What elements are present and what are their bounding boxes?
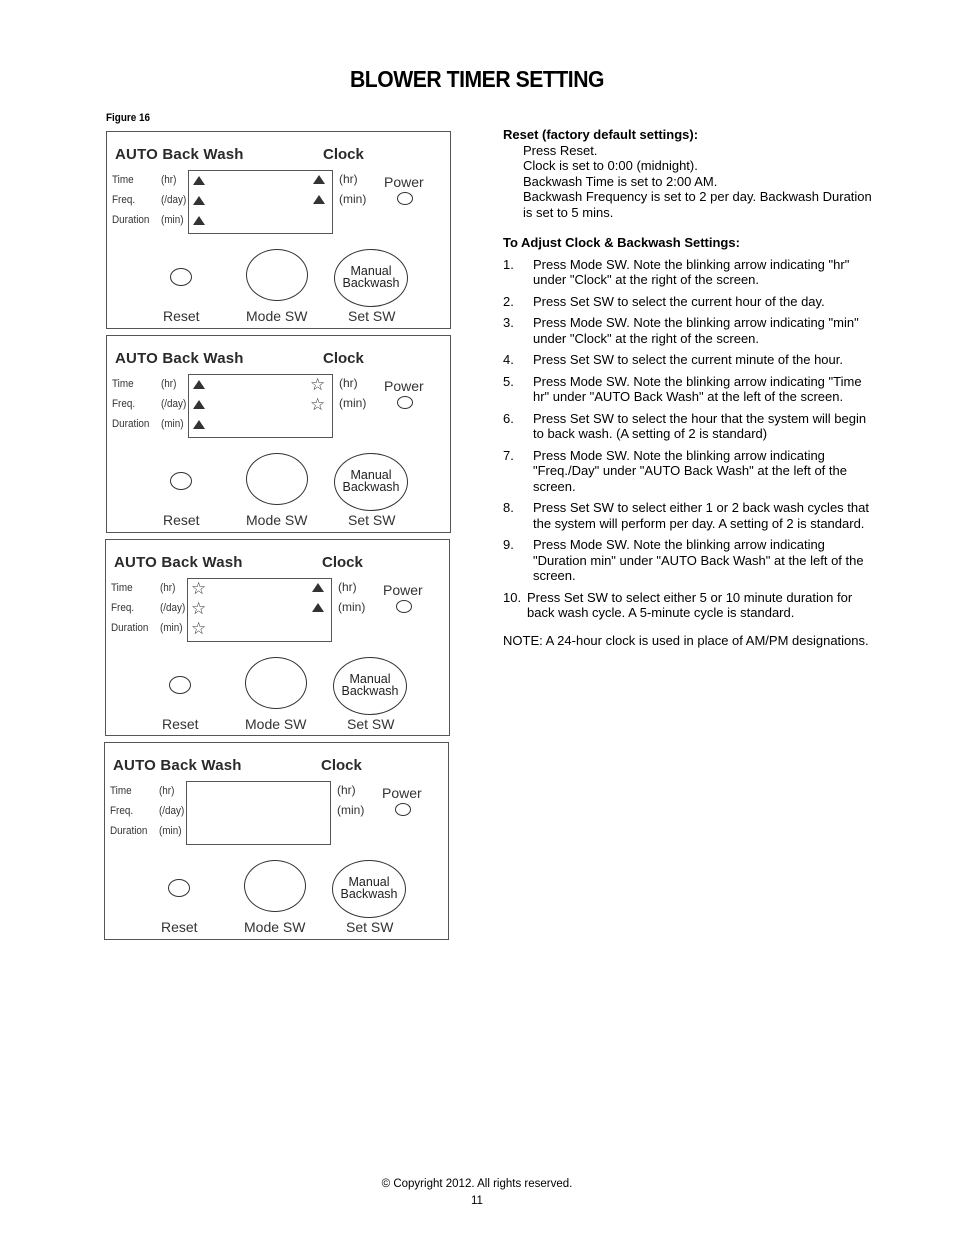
- blink-arrow-icon: [312, 583, 324, 592]
- blink-arrow-icon: [193, 196, 205, 205]
- blink-arrow-icon: [193, 380, 205, 389]
- set-sw-label: Set SW: [346, 919, 394, 935]
- step-number: 2.: [503, 293, 514, 309]
- power-label: Power: [384, 378, 424, 394]
- blink-arrow-icon: [313, 175, 325, 184]
- step-item: [503, 352, 878, 368]
- power-led-icon: [397, 192, 413, 205]
- reset-button[interactable]: [169, 676, 191, 694]
- control-panel-diagram: [104, 742, 449, 940]
- per_day-unit-label: (/day): [161, 194, 187, 206]
- clock-hr-label: (hr): [338, 580, 357, 594]
- step-number: 4.: [503, 352, 514, 367]
- manual-label: Manual: [350, 264, 392, 278]
- mode-sw-label: Mode SW: [246, 512, 308, 528]
- step-number: 6.: [503, 410, 514, 426]
- manual-backwash-button[interactable]: [334, 453, 408, 511]
- steps-list: [503, 257, 878, 621]
- reset-heading: Reset (factory default settings):: [503, 127, 699, 142]
- time-row-label: Time: [112, 378, 134, 390]
- set-sw-label: Set SW: [348, 308, 396, 324]
- time-row-label: Time: [111, 582, 133, 594]
- mode-sw-button[interactable]: [246, 453, 308, 505]
- per_day-unit-label: (/day): [161, 398, 187, 410]
- power-label: Power: [383, 582, 423, 598]
- manual-backwash-button[interactable]: [333, 657, 407, 715]
- step-text: Press Mode SW. Note the blinking arrow indicating "Freq./Day" under "AUTO Back Wash" at the left of the screen.: [533, 447, 847, 494]
- step-item: [503, 537, 878, 584]
- manual-label: Manual: [348, 875, 390, 889]
- hr-unit-label: (hr): [160, 582, 176, 594]
- blink-arrow-icon: [193, 216, 205, 225]
- reset-label: Reset: [161, 919, 198, 935]
- mode-sw-label: Mode SW: [245, 716, 307, 732]
- set-sw-label: Set SW: [347, 716, 395, 732]
- blink-arrow-icon: [313, 195, 325, 204]
- step-text: Press Mode SW. Note the blinking arrow indicating "hr" under "Clock" at the right of the screen.: [533, 256, 850, 287]
- page-number: 11: [471, 1195, 483, 1207]
- hr-unit-label: (hr): [159, 785, 175, 797]
- step-text: Press Mode SW. Note the blinking arrow indicating "min" under "Clock" at the right of the screen.: [533, 315, 859, 346]
- freq-row-label: Freq.: [112, 194, 136, 206]
- control-panel-diagram: [106, 131, 451, 329]
- duration-row-label: Duration: [112, 214, 150, 226]
- blink-star-icon: ☆: [310, 375, 326, 394]
- hr-unit-label: (hr): [161, 174, 177, 186]
- reset-line: Press Reset.: [523, 142, 598, 158]
- note: NOTE: A 24-hour clock is used in place of AM/PM designations.: [503, 632, 869, 648]
- step-number: 3.: [503, 315, 514, 330]
- step-item: [503, 448, 878, 495]
- step-item: [503, 500, 878, 531]
- blink-star-icon: ☆: [191, 619, 207, 638]
- blink-arrow-icon: [193, 176, 205, 185]
- power-led-icon: [396, 600, 412, 613]
- clock-min-label: (min): [339, 396, 367, 410]
- manual-label: Manual: [350, 468, 392, 482]
- auto-back-wash-label: AUTO Back Wash: [115, 146, 244, 163]
- backwash-label: Backwash: [341, 684, 399, 698]
- clock-label: Clock: [323, 146, 364, 163]
- reset-label: Reset: [163, 308, 200, 324]
- duration-row-label: Duration: [111, 622, 149, 634]
- hr-unit-label: (hr): [161, 378, 177, 390]
- duration-row-label: Duration: [110, 825, 148, 837]
- blink-star-icon: ☆: [191, 579, 207, 598]
- clock-min-label: (min): [337, 803, 365, 817]
- reset-button[interactable]: [170, 472, 192, 490]
- reset-label: Reset: [163, 512, 200, 528]
- min-unit-label: (min): [159, 825, 182, 837]
- power-led-icon: [395, 803, 411, 816]
- clock-label: Clock: [323, 350, 364, 367]
- blink-star-icon: ☆: [310, 395, 326, 414]
- reset-button[interactable]: [170, 268, 192, 286]
- step-item: [503, 257, 878, 288]
- reset-button[interactable]: [168, 879, 190, 897]
- time-row-label: Time: [112, 174, 134, 186]
- clock-hr-label: (hr): [339, 172, 358, 186]
- step-item: [503, 374, 878, 405]
- step-item: [503, 411, 878, 442]
- duration-row-label: Duration: [112, 418, 150, 430]
- mode-sw-button[interactable]: [245, 657, 307, 709]
- power-label: Power: [384, 174, 424, 190]
- clock-label: Clock: [322, 554, 363, 571]
- auto-back-wash-label: AUTO Back Wash: [115, 350, 244, 367]
- clock-min-label: (min): [339, 192, 367, 206]
- set-sw-label: Set SW: [348, 512, 396, 528]
- mode-sw-button[interactable]: [246, 249, 308, 301]
- blink-arrow-icon: [193, 420, 205, 429]
- step-item: [503, 315, 878, 346]
- reset-line: Clock is set to 0:00 (midnight).: [523, 158, 698, 173]
- blink-arrow-icon: [193, 400, 205, 409]
- step-number: 9.: [503, 537, 514, 552]
- reset-line: Backwash Time is set to 2:00 AM.: [523, 173, 718, 189]
- step-number: 7.: [503, 447, 514, 463]
- step-text: Press Set SW to select the current minute of the hour.: [533, 352, 843, 367]
- control-panel-diagram: [106, 335, 451, 533]
- blink-star-icon: ☆: [191, 599, 207, 618]
- blink-arrow-icon: [312, 603, 324, 612]
- min-unit-label: (min): [160, 622, 183, 634]
- manual-backwash-button[interactable]: [334, 249, 408, 307]
- auto-back-wash-label: AUTO Back Wash: [114, 554, 243, 571]
- mode-sw-label: Mode SW: [246, 308, 308, 324]
- mode-sw-button[interactable]: [244, 860, 306, 912]
- min-unit-label: (min): [161, 418, 184, 430]
- step-text: Press Set SW to select the hour that the system will begin to back wash. (A setting of 2 is standard): [533, 410, 867, 441]
- step-number: 8.: [503, 500, 514, 515]
- manual-backwash-button[interactable]: [332, 860, 406, 918]
- step-text: Press Set SW to select either 5 or 10 minute duration for back wash cycle. A 5-minute cycle is standard.: [527, 589, 853, 620]
- auto-back-wash-label: AUTO Back Wash: [113, 757, 242, 774]
- manual-label: Manual: [349, 672, 391, 686]
- copyright-footer: © Copyright 2012. All rights reserved.: [381, 1178, 573, 1190]
- display-screen: [187, 578, 332, 642]
- step-number: 1.: [503, 256, 514, 272]
- page-title: BLOWER TIMER SETTING: [349, 66, 605, 92]
- step-item: [503, 590, 878, 621]
- control-panel-diagram: [105, 539, 450, 736]
- instructions: [503, 127, 878, 648]
- reset-line: Backwash Frequency is set to 2 per day. Backwash Duration is set to 5 mins.: [523, 189, 872, 220]
- adjust-heading: To Adjust Clock & Backwash Settings:: [503, 235, 740, 250]
- freq-row-label: Freq.: [110, 805, 134, 817]
- per_day-unit-label: (/day): [160, 602, 186, 614]
- step-number: 5.: [503, 373, 514, 389]
- power-label: Power: [382, 785, 422, 801]
- backwash-label: Backwash: [340, 887, 398, 901]
- power-led-icon: [397, 396, 413, 409]
- step-item: [503, 294, 878, 310]
- clock-hr-label: (hr): [339, 376, 358, 390]
- step-number: 10.: [503, 589, 522, 605]
- backwash-label: Backwash: [342, 480, 400, 494]
- display-screen: [188, 170, 333, 234]
- step-text: Press Set SW to select either 1 or 2 back wash cycles that the system will perform per day. A setting of 2 is standard.: [533, 500, 869, 531]
- display-screen: [186, 781, 331, 845]
- reset-label: Reset: [162, 716, 199, 732]
- freq-row-label: Freq.: [111, 602, 135, 614]
- backwash-label: Backwash: [342, 276, 400, 290]
- clock-hr-label: (hr): [337, 783, 356, 797]
- step-text: Press Mode SW. Note the blinking arrow indicating "Duration min" under "AUTO Back Wash" at the left of the screen.: [533, 537, 864, 583]
- step-text: Press Mode SW. Note the blinking arrow indicating "Time hr" under "AUTO Back Wash" at the left of the screen.: [533, 373, 862, 404]
- min-unit-label: (min): [161, 214, 184, 226]
- figure-label: Figure 16: [106, 112, 151, 124]
- clock-label: Clock: [321, 757, 362, 774]
- per_day-unit-label: (/day): [159, 805, 185, 817]
- time-row-label: Time: [110, 785, 132, 797]
- clock-min-label: (min): [338, 600, 366, 614]
- freq-row-label: Freq.: [112, 398, 136, 410]
- step-text: Press Set SW to select the current hour of the day.: [533, 293, 825, 309]
- mode-sw-label: Mode SW: [244, 919, 306, 935]
